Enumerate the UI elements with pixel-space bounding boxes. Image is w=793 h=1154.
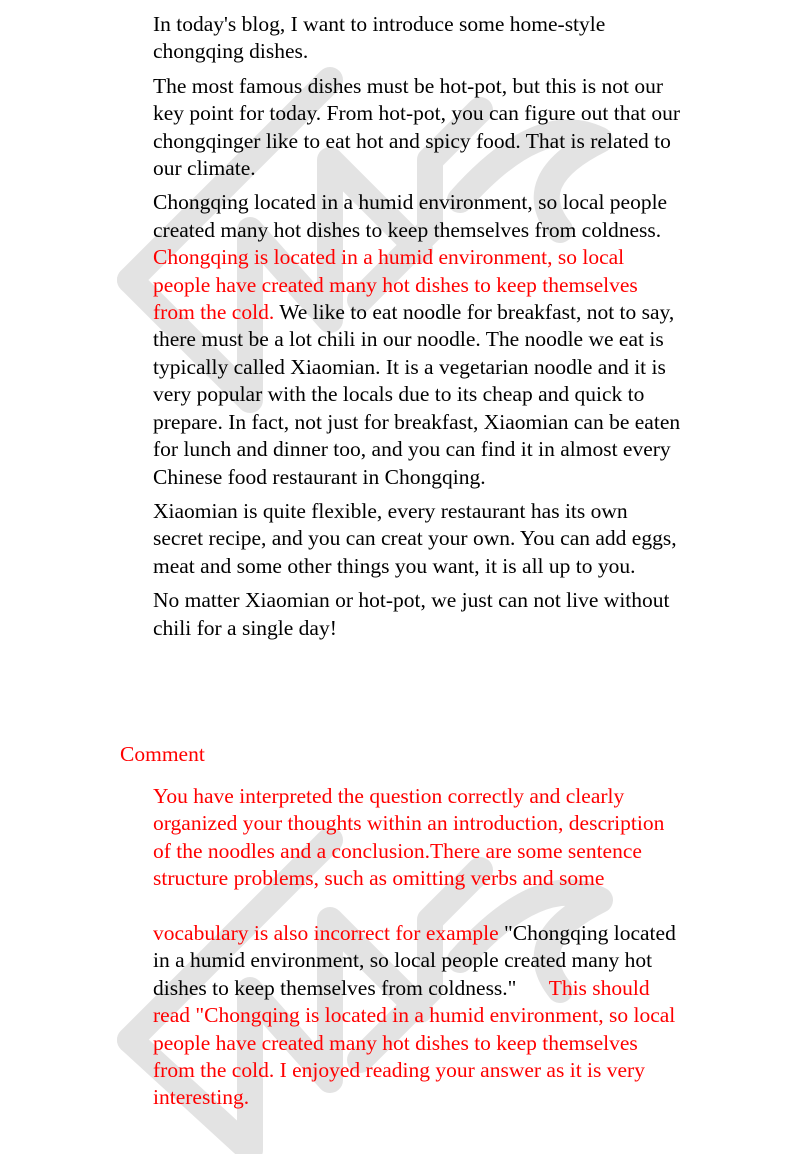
comment-correction: This should read "Chongqing is located in a humid environment, so local people have created many hot dishes to keep themselves from the cold. I enjoyed reading your answer as it is very interesting. [153, 975, 676, 1110]
comment-text: vocabulary is also incorrect for example [153, 921, 505, 946]
correction-text: Chongqing is located in a humid environment, so local people have created many hot dishes to keep themselves from the cold. [153, 245, 638, 325]
quoted-original: "Chongqing located in a humid environment, so local people created many hot dishes to keep themselves from coldness." [153, 921, 676, 1000]
blog-paragraph: Xiaomian is quite flexible, every restaurant has its own secret recipe, and you can creat your own. You can add eggs, meat and some other things you want, it is all up to you. [153, 498, 677, 578]
blog-body [153, 11, 683, 649]
comment-paragraph [153, 920, 683, 1112]
blog-paragraph: The most famous dishes must be hot-pot, but this is not our key point for today. From hot-pot, you can figure out that our chongqinger like to eat hot and spicy food. That is related to our climate. [153, 73, 681, 181]
original-text: We like to eat noodle for breakfast, not to say, there must be a lot chili in our noodle. The noodle we eat is typically called Xiaomian. It is a vegetarian noodle and it is very popular with the locals due to its cheap and quick to prepare. In fact, not just for breakfast, Xiaomian can be eaten for lunch and dinner too, and you can find it in almost every Chinese food restaurant in Chongqing. [153, 300, 681, 489]
comment-body [153, 783, 683, 1112]
blog-paragraph [153, 189, 683, 490]
comment-paragraph: You have interpreted the question correctly and clearly organized your thoughts within an introduction, description of the noodles and a conclusion.There are some sentence structure problems, such as omitting verbs and some [153, 784, 665, 891]
blog-paragraph: In today's blog, I want to introduce some home-style chongqing dishes. [153, 12, 606, 64]
spacer [153, 893, 683, 920]
comment-heading: Comment [120, 742, 205, 766]
original-text: Chongqing located in a humid environment, so local people created many hot dishes to keep themselves from coldness. [153, 190, 668, 242]
blog-paragraph: No matter Xiaomian or hot-pot, we just can not live without chili for a single day! [153, 588, 670, 640]
